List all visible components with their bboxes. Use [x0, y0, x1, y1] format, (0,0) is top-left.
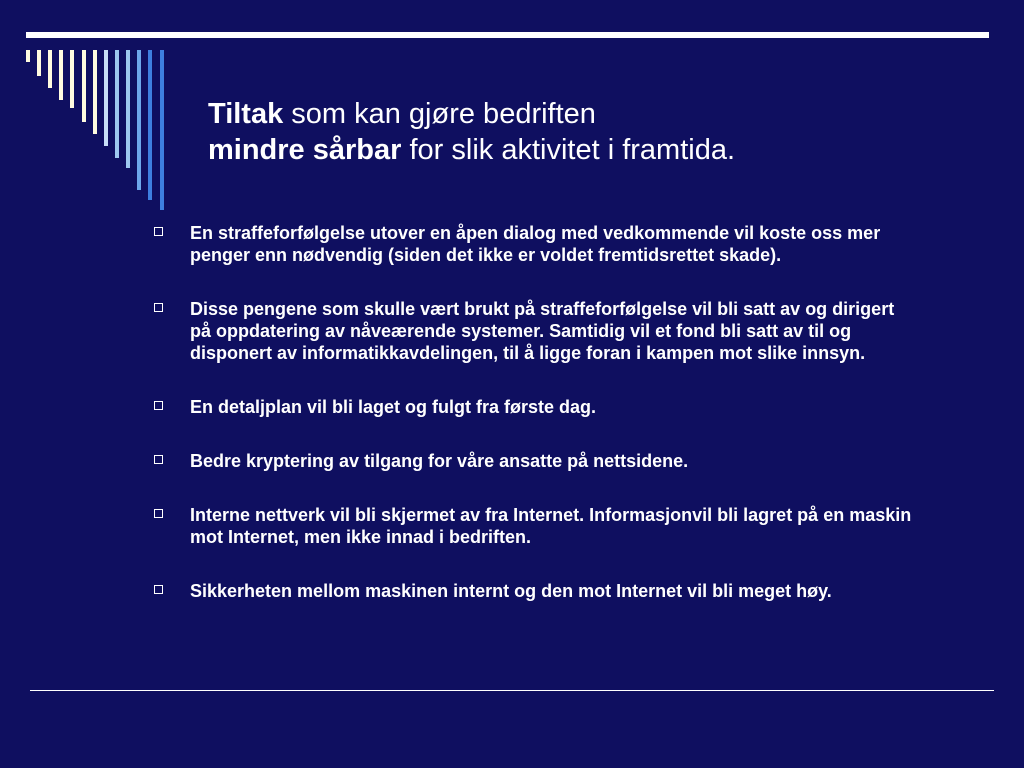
slide-title: [208, 96, 968, 168]
title-line-2-rest: for slik aktivitet i framtida.: [401, 134, 736, 166]
title-line-2-bold: mindre sårbar: [208, 134, 402, 166]
bullet-text: En straffeforfølgelse utover en åpen dialog med vedkommende vil koste oss mer penger enn nødvendig (siden det ikke er voldet fremtidsrettet skade).: [190, 223, 881, 265]
bullet-text: En detaljplan vil bli laget og fulgt fra første dag.: [190, 397, 597, 417]
square-bullet-icon: [154, 509, 163, 518]
bullet-text: Interne nettverk vil bli skjermet av fra Internet. Informasjonvil bli lagret på en maskin mot Internet, men ikke innad i bedriften.: [190, 505, 912, 547]
decorative-stripes: [26, 50, 176, 210]
bullet-item: [152, 504, 912, 548]
bullet-text: Disse pengene som skulle vært brukt på straffeforfølgelse vil bli satt av og dirigert på oppdatering av nåveærende systemer. Samtidig vil et fond bli satt av til og disponert av informatikkavdelingen, til å ligge foran i kampen mot slike innsyn.: [190, 299, 895, 363]
title-line-2: [208, 132, 968, 168]
stripe: [126, 50, 130, 168]
bullet-item: [152, 298, 912, 364]
stripe: [93, 50, 97, 134]
stripe: [104, 50, 108, 146]
bullet-item: [152, 450, 912, 472]
stripe: [70, 50, 74, 108]
bullet-item: [152, 580, 912, 602]
stripe: [82, 50, 86, 122]
stripe: [115, 50, 119, 158]
bottom-rule: [30, 690, 994, 691]
bullet-text: Sikkerheten mellom maskinen internt og den mot Internet vil bli meget høy.: [190, 581, 832, 601]
square-bullet-icon: [154, 401, 163, 410]
stripe: [148, 50, 152, 200]
bullet-item: [152, 222, 912, 266]
top-rule: [26, 32, 989, 38]
stripe: [26, 50, 30, 62]
bullet-text: Bedre kryptering av tilgang for våre ansatte på nettsidene.: [190, 451, 689, 471]
stripe: [37, 50, 41, 76]
bullet-item: [152, 396, 912, 418]
stripe: [59, 50, 63, 100]
square-bullet-icon: [154, 585, 163, 594]
stripe: [48, 50, 52, 88]
title-line-1-bold: Tiltak: [208, 98, 284, 130]
title-line-1-rest: som kan gjøre bedriften: [283, 98, 596, 130]
bullet-list: [152, 222, 912, 634]
square-bullet-icon: [154, 455, 163, 464]
stripe: [137, 50, 141, 190]
square-bullet-icon: [154, 303, 163, 312]
title-line-1: [208, 96, 968, 132]
square-bullet-icon: [154, 227, 163, 236]
stripe: [160, 50, 164, 210]
